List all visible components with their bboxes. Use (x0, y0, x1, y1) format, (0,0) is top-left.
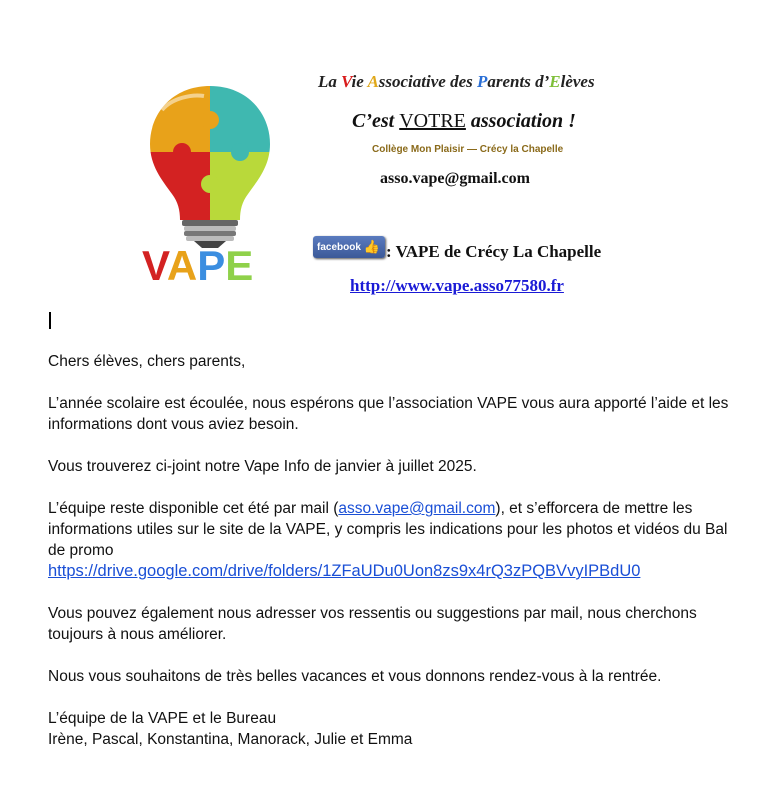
paragraph-3-start: L’équipe reste disponible cet été par mail ( (48, 500, 339, 517)
logo-letter: V (142, 242, 167, 286)
paragraph-1: L’année scolaire est écoulée, nous espérons que l’association VAPE vous aura apporté l’aide et les informations dont vous aviez besoin. (48, 395, 729, 433)
paragraph-3-end: ), et s’efforcera de mettre les informations utiles sur le site de la VAPE, y compris les indications pour les photos et vidéos du Bal de promo (48, 500, 728, 559)
signature-names: Irène, Pascal, Konstantina, Manorack, Julie et Emma (48, 731, 413, 748)
slogan-suffix: association ! (465, 110, 576, 132)
signature (48, 708, 738, 750)
slogan-emphasis: VOTRE (399, 110, 466, 132)
tagline-part: P (476, 72, 488, 91)
association-tagline (318, 72, 595, 92)
logo-letter: P (197, 242, 226, 286)
tagline-part: La (318, 72, 342, 91)
facebook-badge-label: facebook (317, 241, 361, 253)
logo-letter: A (166, 242, 198, 286)
slogan-prefix: C’est (352, 110, 400, 132)
vape-logo (142, 80, 278, 286)
tagline-part: V (341, 72, 352, 91)
greeting: Chers élèves, chers parents, (48, 353, 246, 370)
email-link[interactable]: asso.vape@gmail.com (338, 500, 496, 517)
tagline-part: arents d’ (487, 72, 550, 91)
tagline-part: ie (351, 72, 368, 91)
facebook-badge[interactable] (313, 236, 385, 258)
paragraph-2: Vous trouverez ci-joint notre Vape Info de janvier à juillet 2025. (48, 458, 477, 475)
drive-link[interactable]: https://drive.google.com/drive/folders/1ZFaUDu0Uon8zs9x4rQ3zPQBVvyIPBdU0 (48, 562, 641, 580)
facebook-page-name: : VAPE de Crécy La Chapelle (386, 242, 602, 261)
bulb-puzzle-icon (142, 80, 278, 232)
thumbs-up-icon: 👍 (363, 239, 381, 254)
header-email: asso.vape@gmail.com (380, 170, 530, 187)
paragraph-5: Nous vous souhaitons de très belles vacances et vous donnons rendez-vous à la rentrée. (48, 668, 662, 685)
tagline-part: E (549, 72, 561, 91)
tagline-part: ssociative des (378, 72, 477, 91)
slogan (352, 110, 576, 133)
logo-letter: E (225, 242, 254, 286)
svg-text:VAPE (142, 242, 253, 286)
tagline-part: A (367, 72, 379, 91)
signature-team: L’équipe de la VAPE et le Bureau (48, 710, 277, 727)
text-cursor (49, 312, 51, 329)
paragraph-4: Vous pouvez également nous adresser vos ressentis ou suggestions par mail, nous cherchons toujours à nous améliorer. (48, 605, 697, 643)
college-name: Collège Mon Plaisir — Crécy la Chapelle (372, 144, 564, 155)
paragraph-3 (48, 498, 738, 582)
tagline-part: lèves (560, 72, 595, 91)
letter-body (48, 351, 738, 750)
website-link[interactable]: http://www.vape.asso77580.fr (350, 276, 564, 295)
